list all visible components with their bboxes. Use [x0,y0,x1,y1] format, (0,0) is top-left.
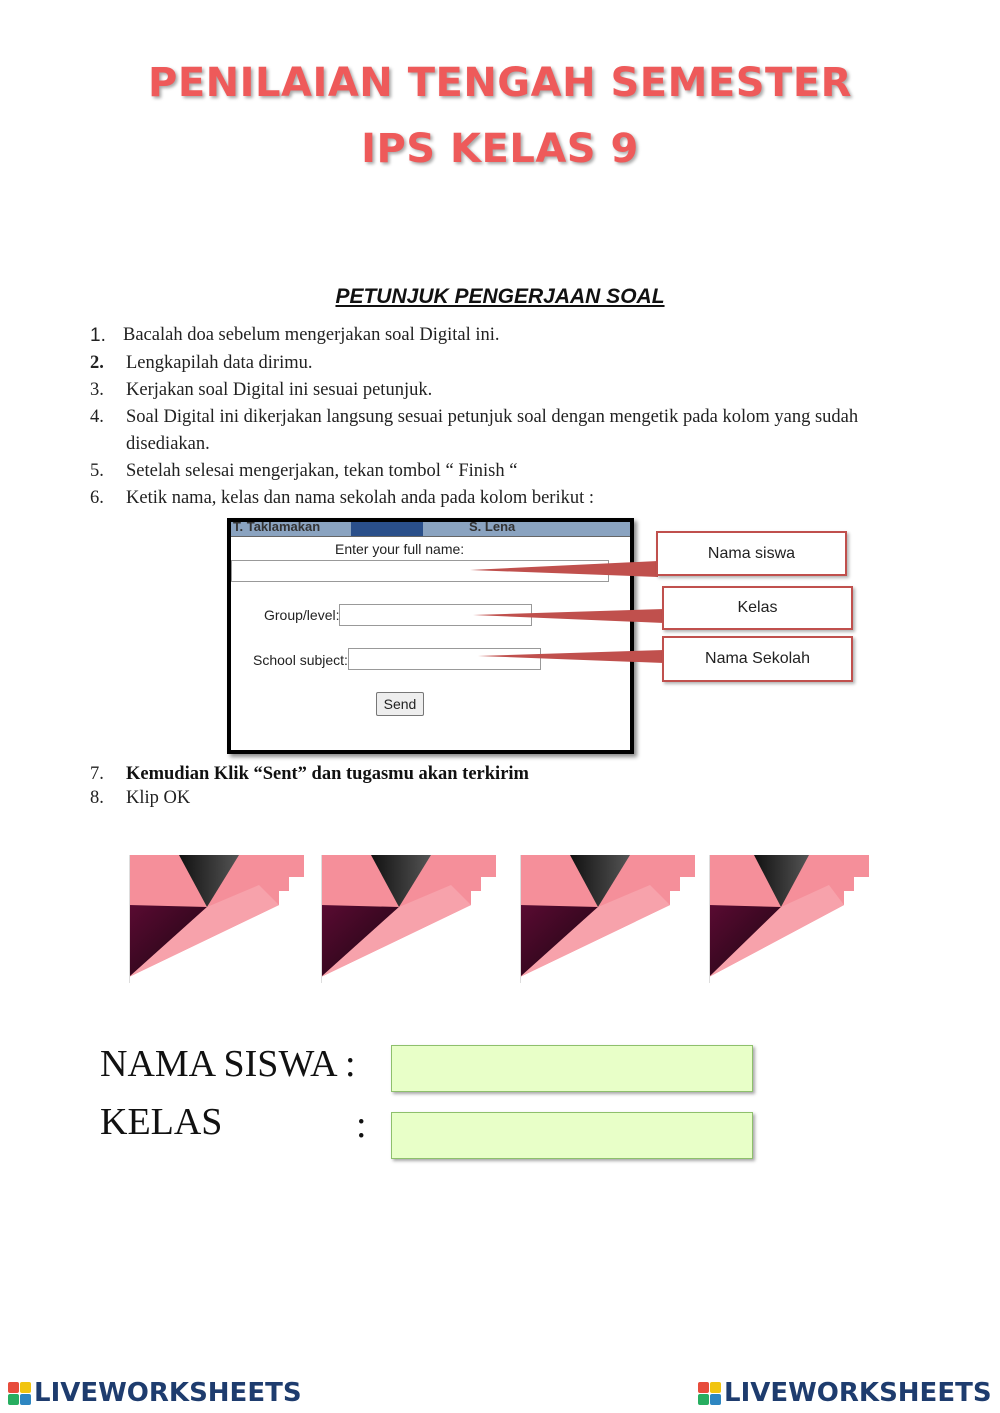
step-number: 2. [90,353,104,373]
screenshot-group-label: Group/level: [264,607,340,623]
decorative-triangle-graphic [709,855,884,983]
callout-nama-siswa: Nama siswa [656,531,847,576]
kelas-label: KELAS [100,1101,223,1143]
brand-left [8,1378,302,1408]
step-text: Soal Digital ini dikerjakan langsung sesuai petunjuk soal dengan mengetik pada kolom yang sudah disediakan. [126,407,859,454]
screenshot-tab-strip [231,522,630,536]
callout-nama-sekolah: Nama Sekolah [662,636,853,682]
step-text: Bacalah doa sebelum mengerjakan soal Digital ini. [123,325,500,345]
step-text: Ketik nama, kelas dan nama sekolah anda pada kolom berikut : [126,488,595,508]
list-item [90,762,890,786]
list-item [90,350,890,377]
screenshot-fullname-input [231,560,609,582]
step-number: 6. [90,488,104,508]
liveworksheets-logo-icon [8,1382,31,1405]
list-item [90,322,890,350]
form-screenshot [227,518,634,754]
decorative-triangle-graphic [520,855,695,983]
list-item [90,404,890,458]
step-number: 7. [90,764,104,784]
step-text: Klip OK [126,788,191,808]
divider [231,536,630,537]
step-text: Kerjakan soal Digital ini sesuai petunjuk. [126,380,433,400]
step-number: 3. [90,380,104,400]
brand-right [698,1378,992,1408]
nama-siswa-label: NAMA SISWA : [100,1043,356,1085]
list-item [90,458,890,485]
kelas-input[interactable] [391,1112,753,1159]
kelas-colon: : [356,1104,367,1146]
screenshot-subject-input [348,648,541,670]
instructions-list-continued [90,762,890,810]
screenshot-tab-right: S. Lena [469,522,516,534]
step-number: 8. [90,788,104,808]
step-text: Lengkapilah data dirimu. [126,353,313,373]
screenshot-fullname-label: Enter your full name: [335,541,465,557]
step-number: 1. [90,325,106,346]
nama-siswa-input[interactable] [391,1045,753,1092]
step-text: Kemudian Klik “Sent” dan tugasmu akan terkirim [126,764,529,784]
step-text: Setelah selesai mengerjakan, tekan tombol “ Finish “ [126,461,518,481]
page-title-line2: IPS KELAS 9 [361,126,639,172]
instructions-list [90,322,890,512]
brand-right-text: LIVEWORKSHEETS [724,1378,992,1408]
step-number: 4. [90,407,104,427]
list-item [90,377,890,404]
screenshot-group-input [339,604,532,626]
page-title-line1: PENILAIAN TENGAH SEMESTER [148,60,852,106]
liveworksheets-logo-icon [698,1382,721,1405]
screenshot-tab-selected [351,522,423,536]
screenshot-tab-left: T. Taklamakan [233,522,321,534]
instructions-heading: PETUNJUK PENGERJAAN SOAL [335,285,665,308]
step-number: 5. [90,461,104,481]
screenshot-send-button: Send [376,692,424,716]
screenshot-subject-label: School subject: [253,652,348,668]
list-item [90,786,890,810]
decorative-triangle-graphic [321,855,496,983]
callout-kelas: Kelas [662,586,853,630]
decorative-triangle-graphic [129,855,304,983]
list-item [90,485,890,512]
brand-left-text: LIVEWORKSHEETS [34,1378,302,1408]
